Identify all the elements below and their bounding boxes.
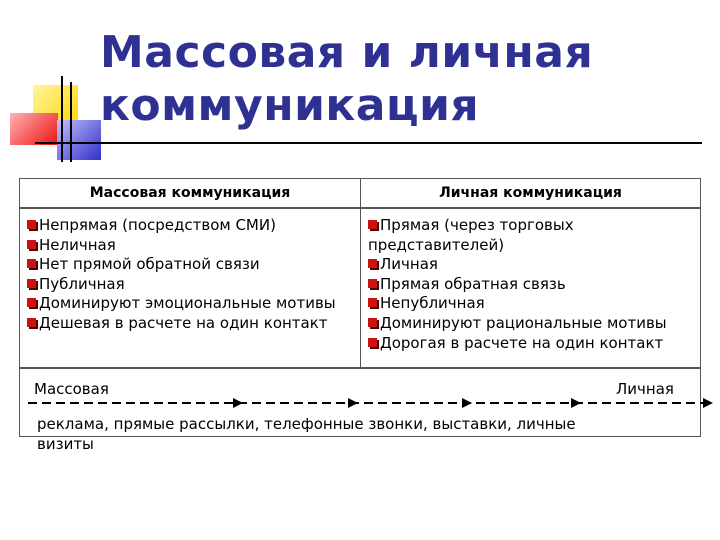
list-item: Нет прямой обратной связи — [27, 255, 357, 275]
list-item: Прямая (через торговых представителей) — [368, 216, 574, 254]
scale-arrowhead — [571, 398, 581, 408]
list-item: Прямая обратная связь — [368, 275, 698, 295]
list-item: Дешевая в расчете на один контакт — [27, 314, 357, 334]
header-mass-label: Массовая коммуникация — [89, 185, 291, 201]
slide-title: Массовая и личная коммуникация — [100, 27, 594, 131]
scale-label-mass: Массовая — [34, 380, 109, 398]
scale-arrowhead — [348, 398, 358, 408]
list-item: Личная — [368, 255, 698, 275]
list-item: Доминируют эмоциональные мотивы — [27, 294, 357, 314]
list-item: Непрямая (посредством СМИ) — [27, 216, 357, 236]
header-personal-label: Личная коммуникация — [439, 185, 622, 201]
scale-label-personal: Личная — [616, 380, 674, 398]
list-item: Доминируют рациональные мотивы — [368, 314, 698, 334]
list-item: Дорогая в расчете на один контакт — [368, 334, 698, 354]
scale-arrowhead-end — [703, 398, 713, 408]
scale-arrowhead — [233, 398, 243, 408]
channels-text: реклама, прямые рассылки, телефонные звонки, выставки, личные визиты — [37, 415, 576, 453]
list-item: Непубличная — [368, 294, 698, 314]
list-item: Неличная — [27, 236, 357, 256]
list-item: Публичная — [27, 275, 357, 295]
scale-arrowhead — [462, 398, 472, 408]
